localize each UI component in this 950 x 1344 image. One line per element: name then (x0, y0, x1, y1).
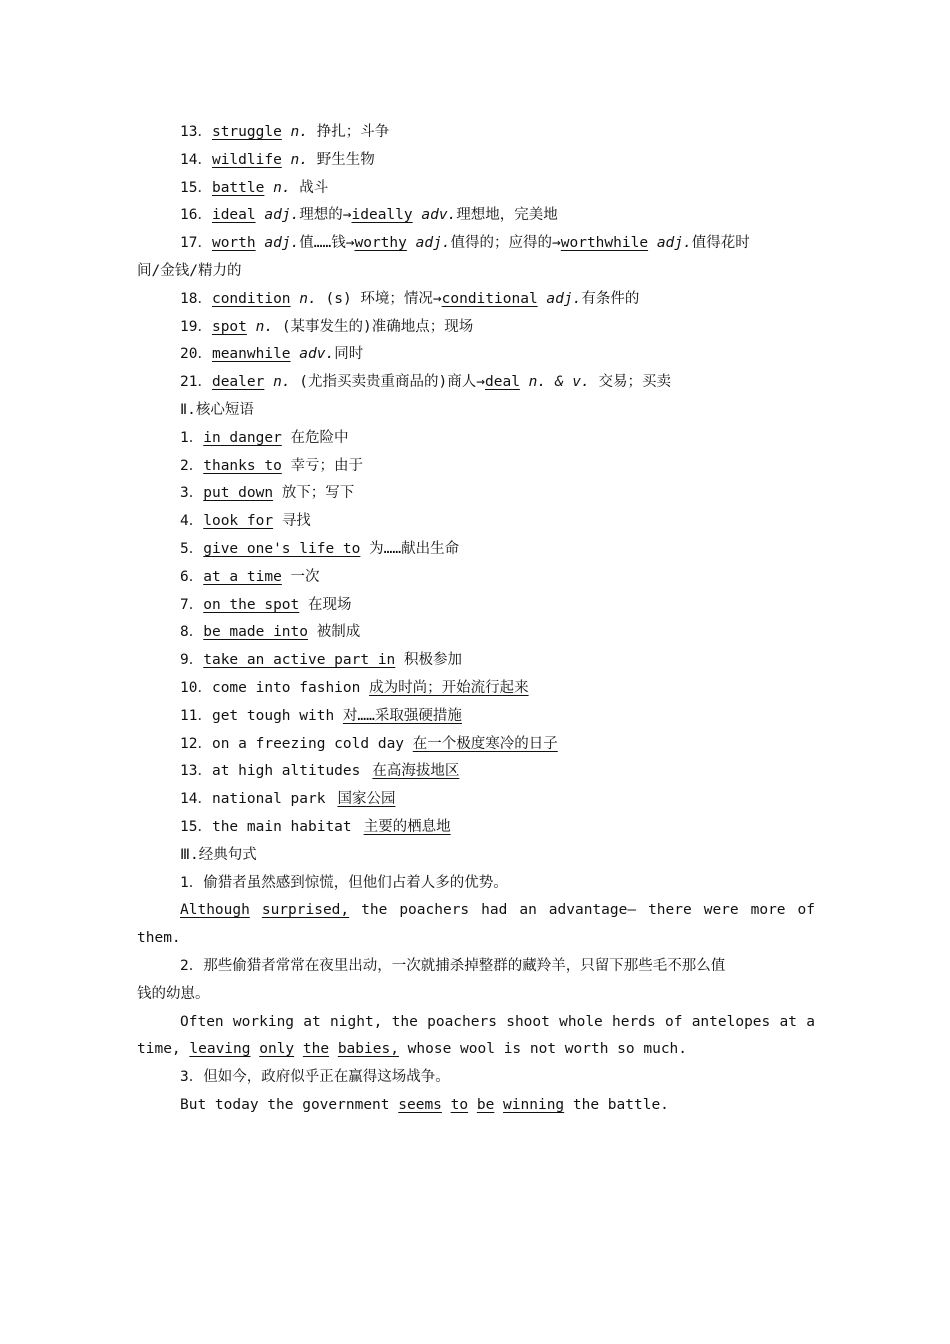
phrase-answer: in danger (203, 429, 282, 446)
phrase-item: 9．take an active part in 积极参加 (180, 652, 463, 669)
vocab-word: worthy (354, 235, 407, 252)
vocab-item-continuation: 间/金钱/精力的 (137, 262, 242, 279)
vocab-item: 18．condition n. (s) 环境；情况→conditional adj.有条件的 (180, 290, 640, 307)
phrase-item: 8．be made into 被制成 (180, 624, 361, 641)
phrase-item: 1．in danger 在危险中 (180, 429, 349, 446)
sentence-answer: Although surprised, the poachers had an advantage— there were more of (180, 902, 815, 919)
answer-blank: only (259, 1041, 295, 1058)
phrase-item: 13．at high altitudes 在高海拔地区 (180, 763, 460, 780)
vocab-item: 21．dealer n. (尤指买卖贵重商品的)商人→deal n. & v. 交易；买卖 (180, 374, 671, 391)
vocab-item: 16．ideal adj.理想的→ideally adv.理想地，完美地 (180, 207, 558, 224)
phrase-item: 5．give one's life to 为……献出生命 (180, 540, 460, 557)
phrase-item: 2．thanks to 幸亏；由于 (180, 457, 364, 474)
phrase-answer: 成为时尚；开始流行起来 (369, 679, 529, 696)
answer-blank: Although (180, 902, 250, 919)
phrase-item: 15．the main habitat 主要的栖息地 (180, 818, 451, 835)
sentence-prompt-continuation: 钱的幼崽。 (137, 985, 210, 1002)
phrase-answer: at a time (203, 568, 282, 585)
sentence-answer-continuation: them. (137, 930, 181, 947)
vocab-item: 20．meanwhile adv.同时 (180, 346, 364, 363)
vocab-item: 14．wildlife n. 野生生物 (180, 151, 375, 168)
phrase-item: 7．on the spot 在现场 (180, 596, 352, 613)
vocab-word: worth (211, 235, 256, 252)
document-body (137, 119, 815, 1120)
phrase-answer: 对……采取强硬措施 (342, 707, 462, 724)
answer-blank: to (450, 1096, 469, 1113)
vocab-word: ideally (351, 207, 413, 224)
sentence-prompt: 2．那些偷猎者常常在夜里出动，一次就捕杀掉整群的藏羚羊，只留下那些毛不那么值 (180, 957, 726, 974)
phrase-answer: 主要的栖息地 (363, 818, 451, 835)
vocab-word: ideal (211, 207, 256, 224)
vocab-word: battle (211, 179, 265, 196)
vocab-word: deal (485, 374, 520, 391)
phrase-answer: 在一个极度寒冷的日子 (412, 735, 558, 752)
answer-blank: seems (398, 1096, 442, 1113)
answer-blank: winning (503, 1096, 565, 1113)
phrase-answer: 在高海拔地区 (372, 763, 460, 780)
phrase-answer: give one's life to (203, 540, 361, 557)
vocab-word: dealer (211, 374, 265, 391)
phrase-item: 3．put down 放下；写下 (180, 485, 355, 502)
vocab-word: worthwhile (560, 235, 649, 252)
sentence-prompt: 3．但如今，政府似乎正在赢得这场战争。 (180, 1069, 450, 1086)
vocab-word: spot (211, 318, 247, 335)
section-heading: Ⅲ.经典句式 (180, 846, 257, 863)
vocab-item: 19．spot n. (某事发生的)准确地点；现场 (180, 318, 474, 335)
answer-blank: surprised, (261, 902, 350, 919)
vocab-item: 15．battle n. 战斗 (180, 179, 329, 196)
sentence-answer: Often working at night, the poachers shoot whole herds of antelopes at a (180, 1013, 815, 1030)
vocab-item: 13．struggle n. 挣扎；斗争 (180, 124, 390, 140)
phrase-answer: look for (203, 513, 274, 530)
phrase-item: 14．national park 国家公园 (180, 791, 396, 808)
sentence-prompt: 1．偷猎者虽然感到惊慌，但他们占着人多的优势。 (180, 874, 508, 891)
answer-blank: the (302, 1041, 330, 1058)
answer-blank: be (476, 1096, 495, 1113)
phrase-item: 4．look for 寻找 (180, 513, 311, 530)
vocab-word: struggle (211, 124, 282, 140)
phrase-item: 10．come into fashion 成为时尚；开始流行起来 (180, 679, 529, 696)
phrase-item: 12．on a freezing cold day 在一个极度寒冷的日子 (180, 735, 558, 752)
phrase-item: 6．at a time 一次 (180, 568, 320, 585)
vocab-word: condition (211, 290, 291, 307)
phrase-answer: put down (203, 485, 274, 502)
phrase-answer: thanks to (203, 457, 282, 474)
phrase-answer: 国家公园 (337, 791, 396, 808)
vocab-word: meanwhile (211, 346, 291, 363)
phrase-answer: on the spot (203, 596, 300, 613)
vocab-word: wildlife (211, 151, 282, 168)
phrase-answer: take an active part in (203, 652, 396, 669)
answer-blank: leaving (189, 1041, 251, 1058)
vocab-item: 17．worth adj.值……钱→worthy adj.值得的；应得的→worthwhile adj.值得花时 (180, 235, 750, 252)
sentence-answer: But today the government seems to be winning the battle. (180, 1096, 669, 1113)
phrase-item: 11．get tough with 对……采取强硬措施 (180, 707, 462, 724)
answer-blank: babies, (337, 1041, 399, 1058)
vocab-word: conditional (441, 290, 538, 307)
section-heading: Ⅱ.核心短语 (180, 401, 254, 418)
phrase-answer: be made into (203, 624, 308, 641)
sentence-answer-continuation: time, leaving only the babies, whose wool is not worth so much. (137, 1041, 688, 1058)
